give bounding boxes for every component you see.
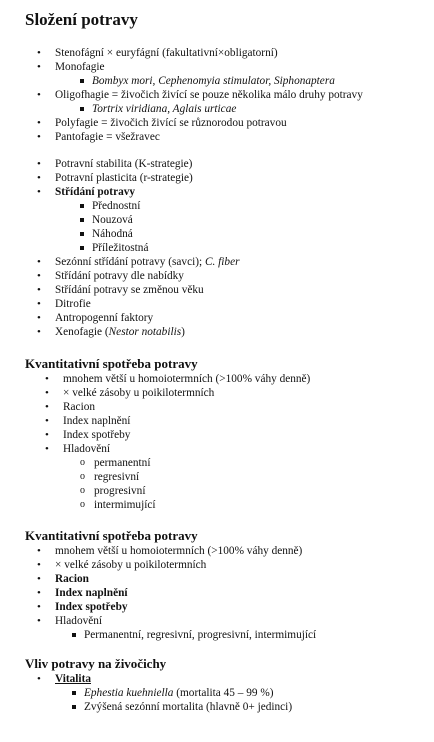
list-item-text: Xenofagie (Nestor notabilis) bbox=[55, 326, 185, 338]
bullet-icon: • bbox=[37, 673, 41, 685]
list-item-text: Bombyx mori, Cephenomyia stimulator, Siphonaptera bbox=[92, 75, 335, 87]
bullet-icon: • bbox=[37, 61, 41, 73]
list-item-text: Racion bbox=[55, 573, 89, 585]
bullet-icon: • bbox=[45, 429, 49, 441]
list-item-text: Pantofagie = všežravec bbox=[55, 131, 160, 143]
list-item-text: Příležitostná bbox=[92, 242, 149, 254]
list-item-text: permanentní bbox=[94, 457, 151, 469]
bullet-icon: • bbox=[45, 373, 49, 385]
square-bullet-icon bbox=[72, 633, 76, 637]
list-item-text: Vitalita bbox=[55, 673, 91, 685]
list-item-text: mnohem větší u homoiotermních (>100% váhy denně) bbox=[63, 373, 311, 385]
bullet-icon: • bbox=[37, 186, 41, 198]
bullet-icon: • bbox=[37, 117, 41, 129]
list-item-text: Střídání potravy se změnou věku bbox=[55, 284, 204, 296]
bullet-icon: • bbox=[45, 401, 49, 413]
title: Složení potravy bbox=[25, 10, 138, 29]
heading-kvantitativni-1: Kvantitativní spotřeba potravy bbox=[25, 356, 198, 371]
bullet-icon: • bbox=[37, 587, 41, 599]
circle-bullet-icon: o bbox=[80, 457, 85, 468]
list-item-text: Potravní plasticita (r-strategie) bbox=[55, 172, 193, 184]
bullet-icon: • bbox=[37, 131, 41, 143]
bullet-icon: • bbox=[37, 89, 41, 101]
list-item-text: Tortrix viridiana, Aglais urticae bbox=[92, 103, 237, 115]
bullet-icon: • bbox=[37, 158, 41, 170]
list-item-text: Potravní stabilita (K-strategie) bbox=[55, 158, 193, 170]
list-item-text: regresivní bbox=[94, 471, 140, 483]
list-item-text: Střídání potravy dle nabídky bbox=[55, 270, 184, 282]
list-item-text: Ephestia kuehniella (mortalita 45 – 99 %) bbox=[84, 687, 274, 699]
bullet-icon: • bbox=[37, 573, 41, 585]
bullet-icon: • bbox=[37, 312, 41, 324]
bullet-icon: • bbox=[37, 326, 41, 338]
list-item-text: mnohem větší u homoiotermních (>100% váhy denně) bbox=[55, 545, 303, 557]
list-item-text: Index spotřeby bbox=[63, 429, 131, 441]
bullet-icon: • bbox=[45, 443, 49, 455]
square-bullet-icon bbox=[80, 79, 84, 83]
list-item-text: Hladovění bbox=[63, 443, 111, 455]
list-item-text: Permanentní, regresivní, progresivní, intermimující bbox=[84, 629, 317, 641]
bullet-icon: • bbox=[37, 545, 41, 557]
list-item-text: Index spotřeby bbox=[55, 601, 128, 613]
list-item-text: Oligofhagie = živočich živící se pouze několika málo druhy potravy bbox=[55, 89, 363, 101]
square-bullet-icon bbox=[80, 204, 84, 208]
square-bullet-icon bbox=[80, 232, 84, 236]
bullet-icon: • bbox=[37, 298, 41, 310]
list-item-text: Monofagie bbox=[55, 61, 105, 73]
bullet-icon: • bbox=[37, 284, 41, 296]
heading-vliv: Vliv potravy na živočichy bbox=[25, 656, 167, 671]
bullet-icon: • bbox=[37, 559, 41, 571]
bullet-icon: • bbox=[37, 601, 41, 613]
circle-bullet-icon: o bbox=[80, 471, 85, 482]
square-bullet-icon bbox=[72, 705, 76, 709]
list-item-text: × velké zásoby u poikilotermních bbox=[55, 559, 207, 571]
list-item-text: Přednostní bbox=[92, 200, 141, 212]
bullet-icon: • bbox=[37, 256, 41, 268]
list-item-text: Polyfagie = živočich živící se různorodou potravou bbox=[55, 117, 287, 129]
square-bullet-icon bbox=[80, 218, 84, 222]
bullet-icon: • bbox=[45, 415, 49, 427]
list-item-text: Nouzová bbox=[92, 214, 133, 226]
list-item-text: × velké zásoby u poikilotermních bbox=[63, 387, 215, 399]
list-item-text: Náhodná bbox=[92, 228, 133, 240]
list-item-text: Index naplnění bbox=[55, 587, 128, 599]
circle-bullet-icon: o bbox=[80, 485, 85, 496]
bullet-icon: • bbox=[37, 47, 41, 59]
list-item-text: progresivní bbox=[94, 485, 146, 497]
list-item-text: Stenofágní × euryfágní (fakultativní×obligatorní) bbox=[55, 47, 278, 59]
heading-kvantitativni-2: Kvantitativní spotřeba potravy bbox=[25, 528, 198, 543]
list-item-text: Racion bbox=[63, 401, 95, 413]
list-item-text: Index naplnění bbox=[63, 415, 131, 427]
list-item-text: Sezónní střídání potravy (savci); C. fiber bbox=[55, 256, 240, 268]
bullet-icon: • bbox=[37, 270, 41, 282]
square-bullet-icon bbox=[80, 246, 84, 250]
list-item-text: Zvýšená sezónní mortalita (hlavně 0+ jedinci) bbox=[84, 701, 293, 713]
circle-bullet-icon: o bbox=[80, 499, 85, 510]
bullet-icon: • bbox=[45, 387, 49, 399]
bullet-icon: • bbox=[37, 615, 41, 627]
bullet-icon: • bbox=[37, 172, 41, 184]
list-item-text: intermimující bbox=[94, 499, 156, 511]
square-bullet-icon bbox=[72, 691, 76, 695]
list-item-text: Ditrofie bbox=[55, 298, 91, 310]
list-item-text: Hladovění bbox=[55, 615, 103, 627]
list-item-text: Střídání potravy bbox=[55, 186, 136, 198]
square-bullet-icon bbox=[80, 107, 84, 111]
list-item-text: Antropogenní faktory bbox=[55, 312, 154, 324]
